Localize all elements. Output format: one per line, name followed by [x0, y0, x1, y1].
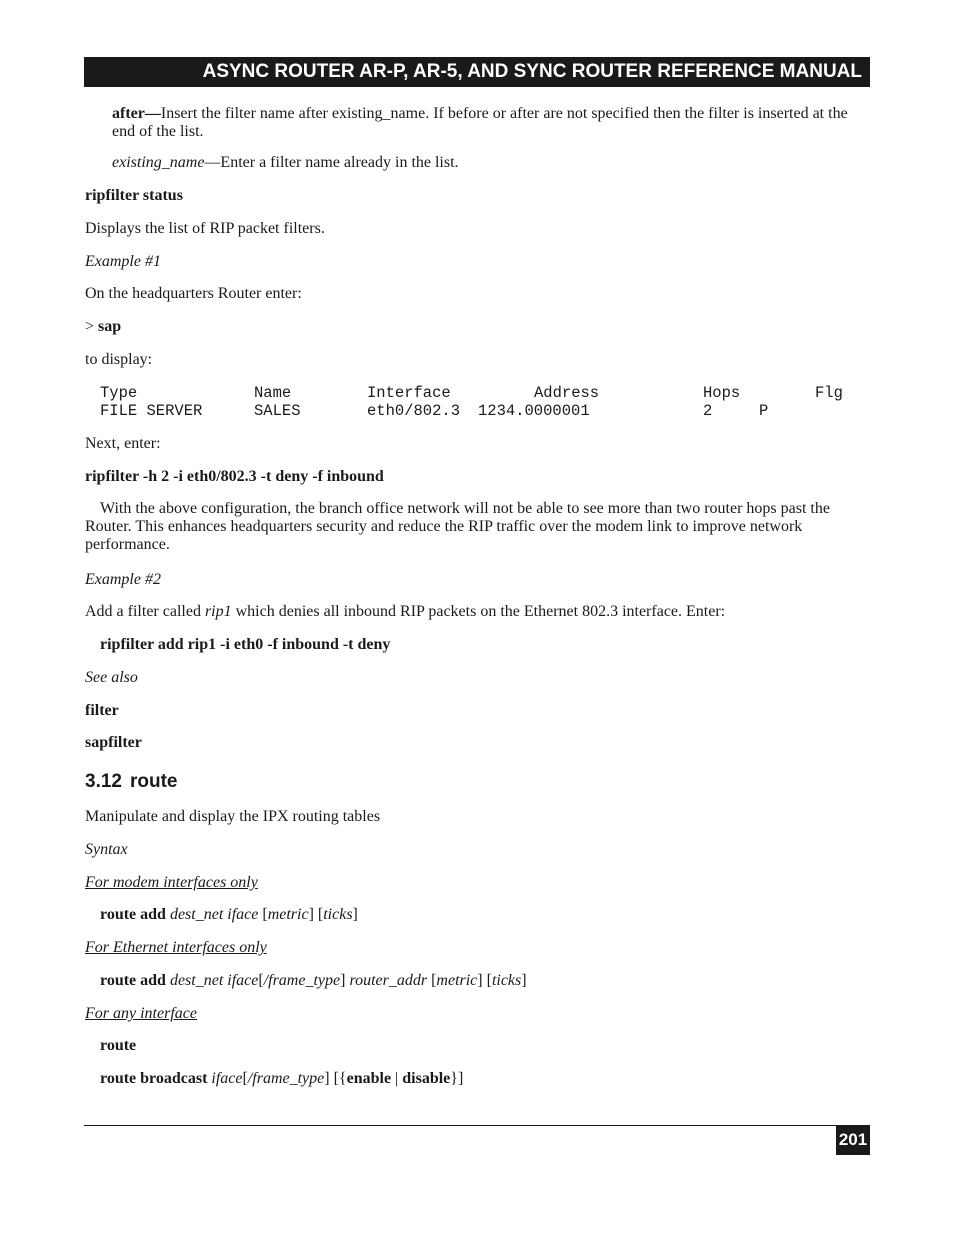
- existing-name-option: existing_name—Enter a filter name already in the list.: [112, 154, 459, 171]
- route-description: Manipulate and display the IPX routing tables: [85, 808, 381, 825]
- to-display-text: to display:: [85, 351, 153, 368]
- route-broadcast-syntax: route broadcast iface[/frame_type] [{enable | disable}]: [100, 1070, 464, 1087]
- table-cell: P: [759, 402, 769, 420]
- table-header-cell: Address: [534, 384, 600, 402]
- table-header-cell: Type: [100, 384, 138, 402]
- example2-label: Example #2: [85, 571, 161, 588]
- ethernet-interfaces-label: For Ethernet interfaces only: [85, 939, 267, 956]
- example1-command: > sap: [85, 318, 122, 335]
- table-cell: FILE SERVER: [100, 402, 203, 420]
- table-header-cell: Flg: [815, 384, 843, 402]
- ripfilter-command: ripfilter -h 2 -i eth0/802.3 -t deny -f inbound: [85, 468, 384, 485]
- route-syntax: route: [100, 1037, 137, 1054]
- route-add-ethernet-syntax: route add dest_net iface[/frame_type] router_addr [metric] [ticks]: [100, 972, 527, 989]
- see-also-filter: filter: [85, 702, 119, 719]
- footer-rule: [84, 1125, 870, 1126]
- modem-interfaces-label: For modem interfaces only: [85, 874, 258, 891]
- syntax-label: Syntax: [85, 841, 128, 858]
- see-also-label: See also: [85, 669, 138, 686]
- see-also-sapfilter: sapfilter: [85, 734, 142, 751]
- example2-text: Add a filter called rip1 which denies all inbound RIP packets on the Ethernet 802.3 interface. Enter:: [85, 603, 726, 620]
- table-cell: 1234.0000001: [478, 402, 590, 420]
- table-header-cell: Hops: [703, 384, 741, 402]
- table-cell: SALES: [254, 402, 301, 420]
- section-number: 3.12: [85, 771, 122, 792]
- table-header-cell: Interface: [367, 384, 451, 402]
- example1-label: Example #1: [85, 253, 161, 270]
- table-cell: 2: [703, 402, 713, 420]
- any-interface-label: For any interface: [85, 1005, 197, 1022]
- ripfilter-status-desc: Displays the list of RIP packet filters.: [85, 220, 325, 237]
- example2-command: ripfilter add rip1 -i eth0 -f inbound -t deny: [100, 636, 391, 653]
- table-header-cell: Name: [254, 384, 292, 402]
- page-number: 201: [836, 1125, 870, 1155]
- running-header: [84, 57, 870, 87]
- route-add-modem-syntax: route add dest_net iface [metric] [ticks]: [100, 906, 358, 923]
- ripfilter-status-heading: ripfilter status: [85, 187, 183, 204]
- after-option: after—Insert the filter name after existing_name. If before or after are not specified then the filter is inserted at the end of the list.: [112, 105, 848, 140]
- configuration-explanation: With the above configuration, the branch office network will not be able to see more than two router hops past the Router. This enhances headquarters security and reduce the RIP traffic over the modem link to improve network performance.: [85, 500, 830, 553]
- next-enter-text: Next, enter:: [85, 435, 161, 452]
- header-title: ASYNC ROUTER AR-P, AR-5, AND SYNC ROUTER REFERENCE MANUAL: [202, 61, 862, 82]
- example1-intro: On the headquarters Router enter:: [85, 285, 302, 302]
- section-title: route: [129, 771, 178, 792]
- table-cell: eth0/802.3: [367, 402, 461, 420]
- section-heading: [85, 771, 177, 793]
